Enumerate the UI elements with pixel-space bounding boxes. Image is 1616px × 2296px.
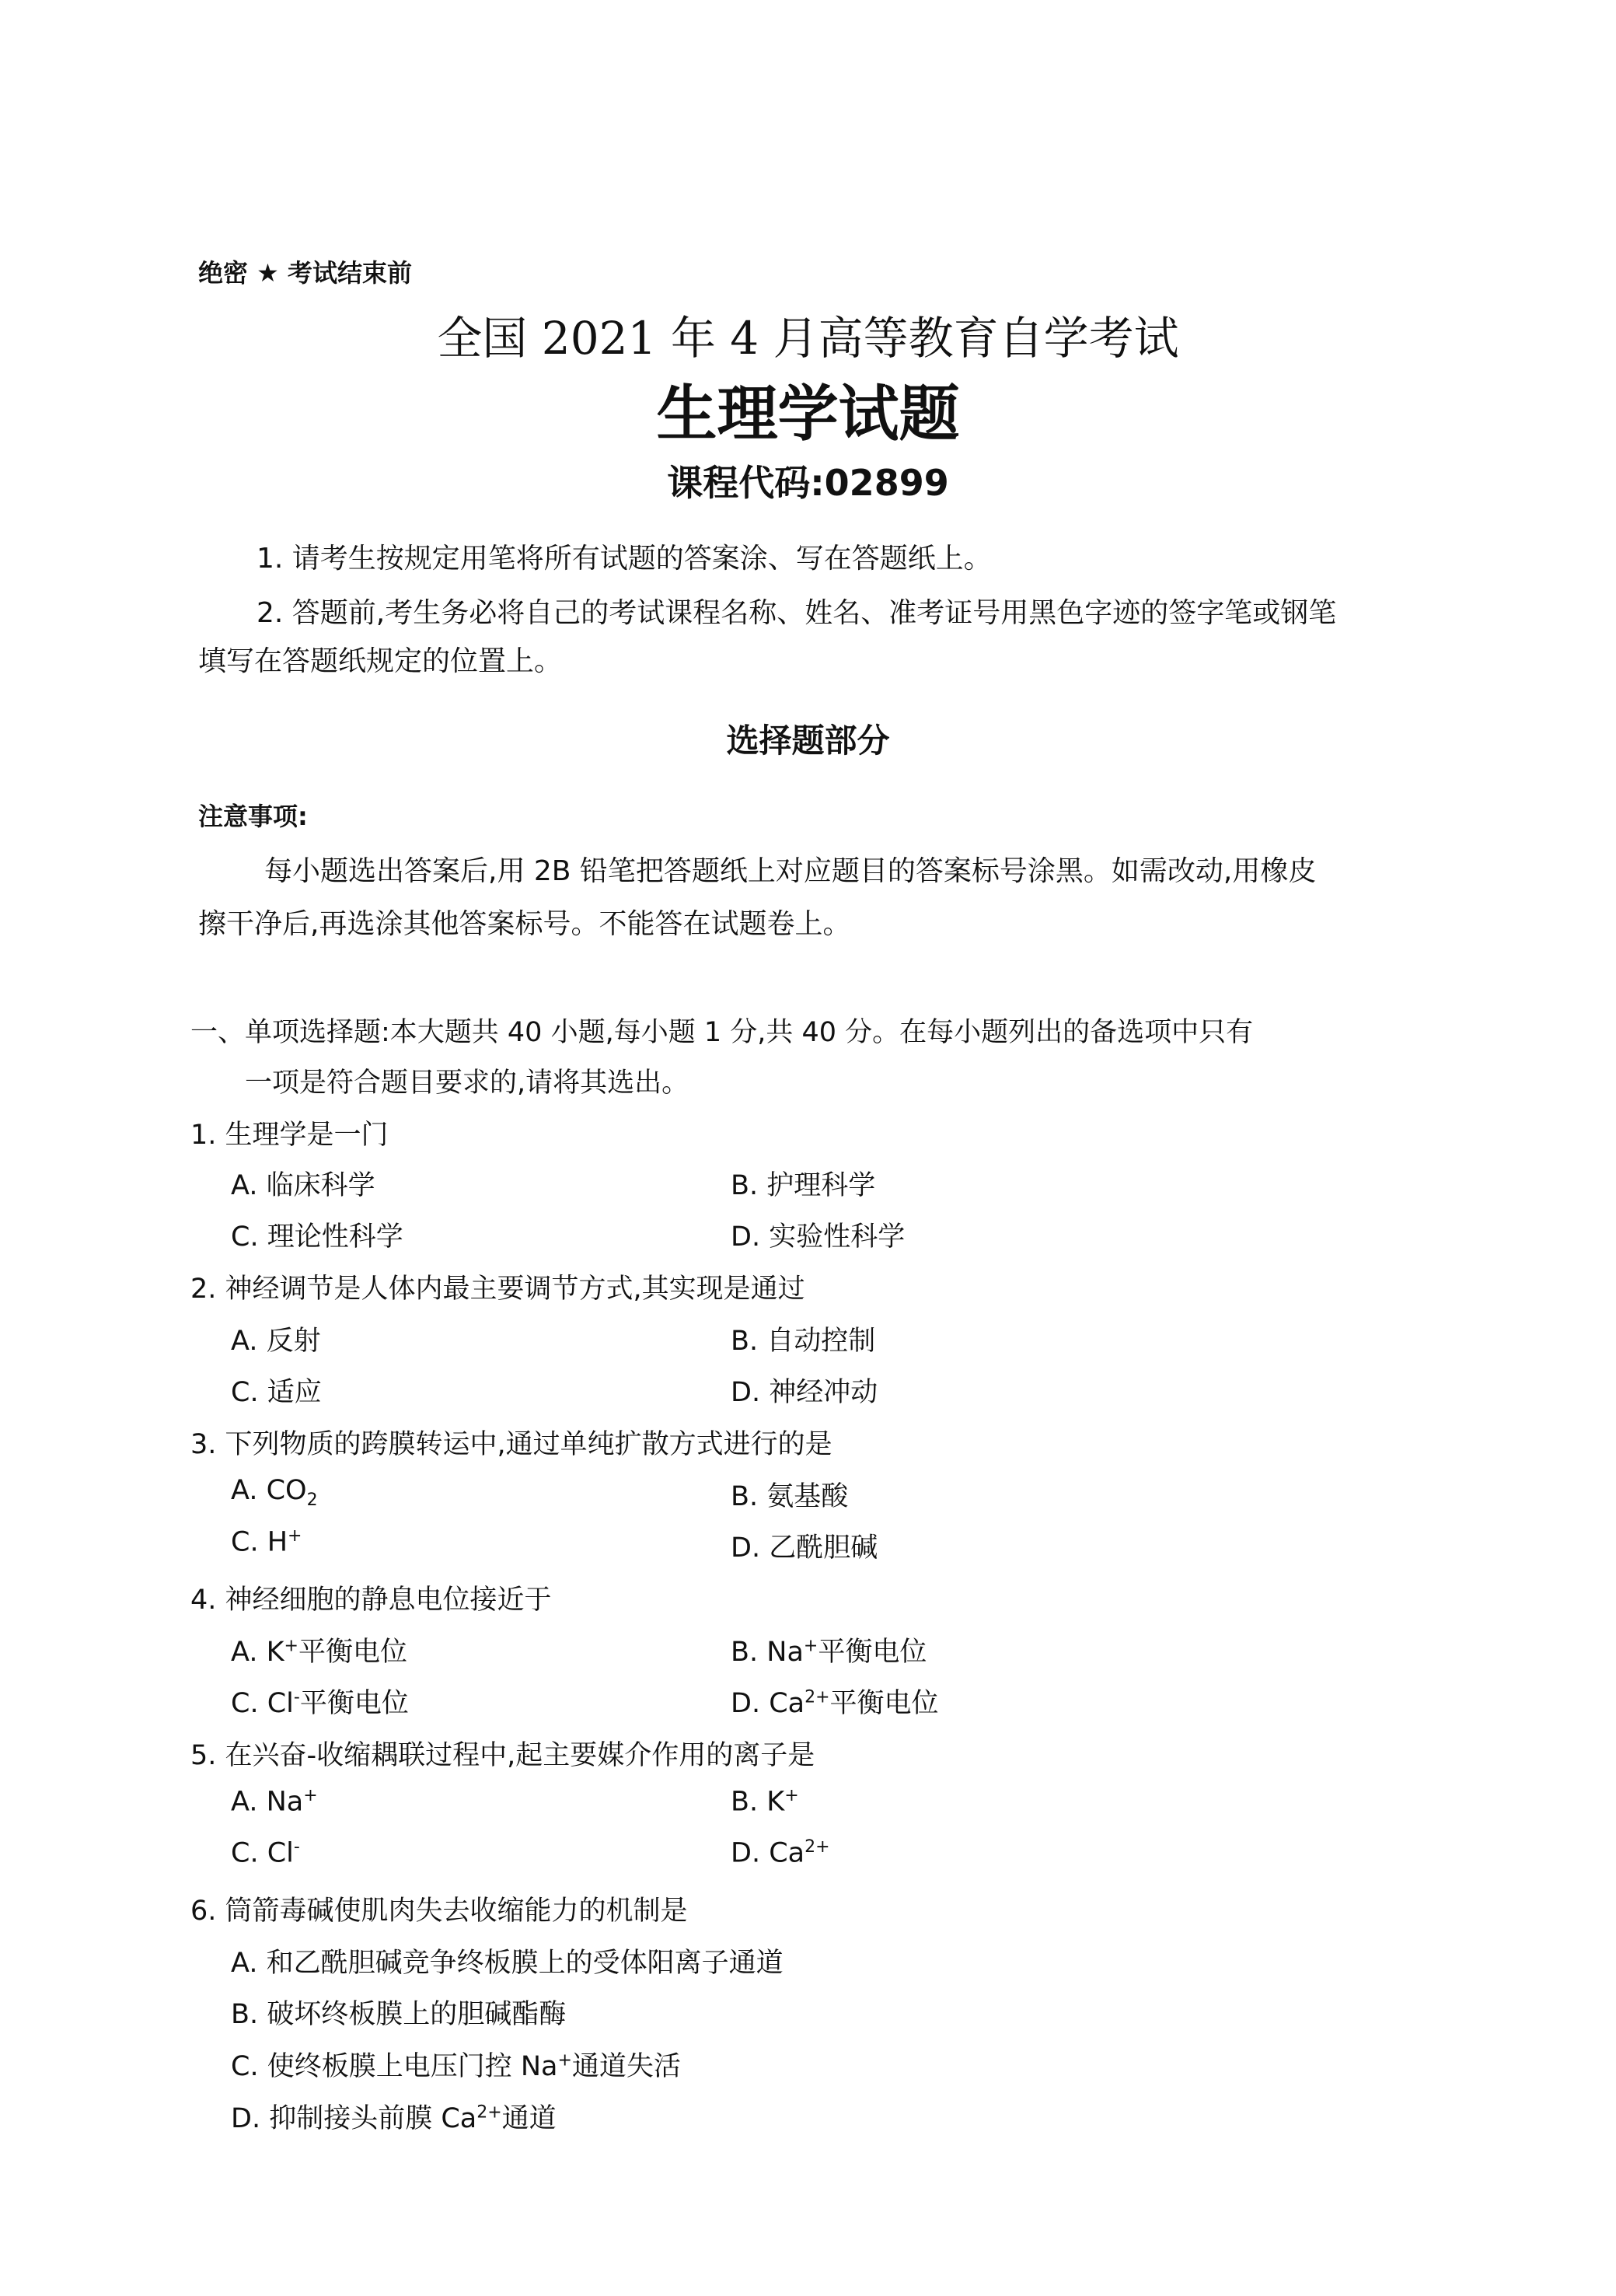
superscript: 2+ <box>476 2102 502 2123</box>
secret-mark: 绝密 ★ 考试结束前 <box>198 258 412 288</box>
option-text: D. Ca <box>731 1837 805 1869</box>
option-c <box>231 1682 409 1721</box>
part-one-heading: 一、单项选择题:本大题共 40 小题,每小题 1 分,共 40 分。在每小题列出的备选项中只有 <box>190 1017 1254 1048</box>
question-stem: 5. 在兴奋-收缩耦联过程中,起主要媒介作用的离子是 <box>190 1740 815 1771</box>
option-b: B. 自动控制 <box>731 1326 876 1357</box>
superscript: + <box>557 2050 572 2071</box>
option-text: D. Ca <box>731 1688 805 1719</box>
option-c: C. 适应 <box>231 1377 322 1408</box>
superscript: + <box>303 1786 318 1805</box>
option-text: D. 抑制接头前膜 Ca <box>231 2103 477 2134</box>
superscript: 2+ <box>805 1837 830 1857</box>
superscript: + <box>288 1526 302 1546</box>
option-text-tail: 平衡电位 <box>818 1637 927 1668</box>
option-text: C. H <box>231 1526 288 1558</box>
option-d <box>731 1682 939 1721</box>
option-text: A. Na <box>231 1786 304 1818</box>
instruction-2-continued: 填写在答题纸规定的位置上。 <box>198 645 563 677</box>
superscript: - <box>293 1837 300 1857</box>
option-text: A. K <box>231 1637 284 1668</box>
option-a <box>231 1475 318 1510</box>
instruction-2: 2. 答题前,考生务必将自己的考试课程名称、姓名、准考证号用黑色字迹的签字笔或钢笔 <box>257 597 1337 629</box>
option-text: C. 使终板膜上电压门控 Na <box>231 2051 558 2082</box>
option-b: B. 破坏终板膜上的胆碱酯酶 <box>231 1999 567 2030</box>
option-c <box>231 1526 302 1558</box>
option-d <box>731 1837 830 1869</box>
note-line-2: 擦干净后,再选涂其他答案标号。不能答在试题卷上。 <box>198 908 851 940</box>
part-one-heading-cont: 一项是符合题目要求的,请将其选出。 <box>245 1068 689 1099</box>
option-a: A. 和乙酰胆碱竞争终板膜上的受体阳离子通道 <box>231 1948 784 1979</box>
option-d: D. 实验性科学 <box>731 1221 906 1253</box>
option-a: A. 反射 <box>231 1326 321 1357</box>
question-stem: 6. 筒箭毒碱使肌肉失去收缩能力的机制是 <box>190 1896 688 1927</box>
option-b: B. 氨基酸 <box>731 1481 849 1512</box>
superscript: + <box>803 1636 818 1656</box>
subject-title: 生理学试题 <box>656 379 960 449</box>
option-b <box>731 1630 927 1669</box>
option-b <box>731 1786 799 1818</box>
subscript: 2 <box>306 1490 318 1510</box>
option-a <box>231 1786 318 1818</box>
option-text: B. K <box>731 1786 785 1818</box>
exam-title: 全国 2021 年 4 月高等教育自学考试 <box>437 312 1179 365</box>
superscript: 2+ <box>805 1687 830 1707</box>
option-d: D. 乙酰胆碱 <box>731 1532 878 1564</box>
option-c <box>231 1837 300 1869</box>
question-stem: 1. 生理学是一门 <box>190 1120 389 1151</box>
question-stem: 3. 下列物质的跨膜转运中,通过单纯扩散方式进行的是 <box>190 1429 832 1460</box>
option-text-tail: 平衡电位 <box>299 1688 409 1719</box>
option-b: B. 护理科学 <box>731 1170 876 1201</box>
option-text: C. Cl <box>231 1837 294 1869</box>
option-a: A. 临床科学 <box>231 1170 375 1201</box>
option-d <box>231 2097 557 2136</box>
instruction-1: 1. 请考生按规定用笔将所有试题的答案涂、写在答题纸上。 <box>257 543 992 575</box>
option-a <box>231 1630 407 1669</box>
section-title: 选择题部分 <box>726 722 890 760</box>
option-text: C. Cl <box>231 1688 294 1719</box>
option-text-tail: 平衡电位 <box>298 1637 407 1668</box>
option-d: D. 神经冲动 <box>731 1377 878 1408</box>
superscript: - <box>293 1687 300 1707</box>
note-heading: 注意事项: <box>198 802 308 831</box>
note-line-1: 每小题选出答案后,用 2B 铅笔把答题纸上对应题目的答案标号涂黑。如需改动,用橡皮 <box>264 855 1317 887</box>
option-c: C. 理论性科学 <box>231 1221 403 1253</box>
superscript: + <box>784 1786 799 1805</box>
course-code: 课程代码:02899 <box>667 462 949 504</box>
question-stem: 4. 神经细胞的静息电位接近于 <box>190 1585 552 1616</box>
option-c <box>231 2045 681 2084</box>
option-text-tail: 通道失活 <box>571 2051 681 2082</box>
option-text: A. CO <box>231 1475 307 1506</box>
option-text: B. Na <box>731 1637 804 1668</box>
option-text-tail: 通道 <box>501 2103 557 2134</box>
superscript: + <box>284 1636 298 1656</box>
option-text-tail: 平衡电位 <box>829 1688 939 1719</box>
question-stem: 2. 神经调节是人体内最主要调节方式,其实现是通过 <box>190 1274 805 1305</box>
